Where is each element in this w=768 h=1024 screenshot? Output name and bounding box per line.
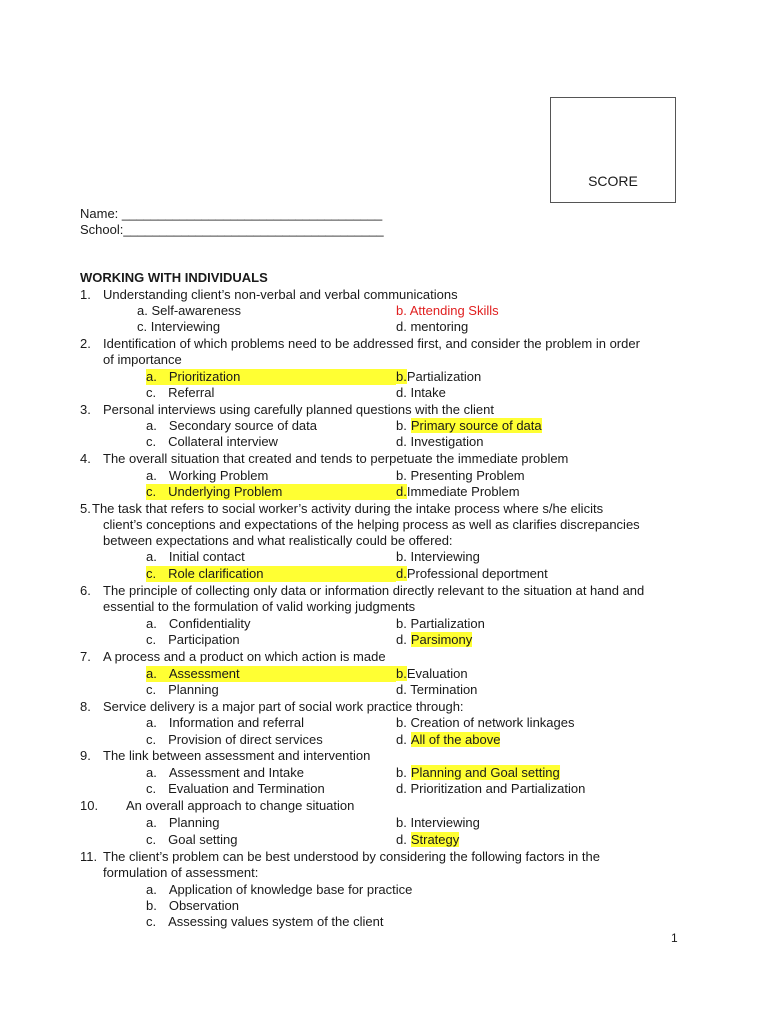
option-a	[146, 715, 304, 731]
option-a-answer	[146, 369, 396, 385]
option-d	[396, 566, 548, 582]
option-a	[146, 882, 412, 898]
question-number: 3.	[80, 402, 91, 417]
option-text: Referral	[168, 385, 215, 400]
option-letter: d.	[396, 566, 407, 581]
option-letter: a.	[146, 715, 157, 730]
option-text: Planning	[168, 815, 220, 830]
option-text: Assessment	[168, 666, 240, 681]
option-letter: c.	[146, 632, 157, 647]
option-c	[146, 434, 278, 450]
option-b: b. Partialization	[396, 616, 485, 631]
option-b	[396, 369, 481, 385]
option-letter: a.	[146, 882, 157, 897]
option-text: Primary source of data	[410, 418, 542, 433]
option-d: d. Prioritization and Partialization	[396, 781, 586, 796]
option-letter: a.	[146, 549, 157, 564]
option-text: Role clarification	[168, 566, 264, 581]
option-d: d. mentoring	[396, 319, 469, 334]
option-text: Assessment and Intake	[168, 765, 304, 780]
option-letter: b.	[396, 369, 407, 384]
option-a	[146, 418, 317, 434]
option-c	[146, 732, 323, 748]
option-a-answer	[146, 666, 396, 682]
option-text: Participation	[168, 632, 240, 647]
option-text: Strategy	[410, 832, 460, 847]
option-a	[146, 616, 251, 632]
option-d-answer	[396, 732, 500, 748]
question-stem: An overall approach to change situation	[126, 798, 355, 813]
option-text: Goal setting	[168, 832, 238, 847]
option-letter: d.	[396, 632, 407, 647]
question-number: 2.	[80, 336, 91, 351]
option-c	[146, 832, 238, 848]
option-letter: c.	[146, 484, 157, 499]
option-letter: c.	[146, 914, 157, 929]
question-number: 6.	[80, 583, 91, 598]
option-d: d. Intake	[396, 385, 446, 400]
option-text: Planning and Goal setting	[410, 765, 560, 780]
question-stem: The task that refers to social worker’s activity during the intake process where s/he elicits	[92, 501, 604, 516]
option-text: Collateral interview	[168, 434, 278, 449]
option-a	[146, 468, 268, 484]
option-b-answer	[396, 418, 542, 434]
option-letter: b.	[396, 666, 407, 681]
option-text: Application of knowledge base for practice	[168, 882, 413, 897]
option-text: Information and referral	[168, 715, 304, 730]
question-number: 1.	[80, 287, 91, 302]
question-stem: The principle of collecting only data or information directly relevant to the situation at hand and	[103, 583, 645, 598]
option-text: Provision of direct services	[168, 732, 323, 747]
option-b: b. Presenting Problem	[396, 468, 525, 483]
question-stem: essential to the formulation of valid working judgments	[103, 599, 416, 614]
option-text: Evaluation	[406, 666, 468, 681]
option-b	[396, 666, 468, 682]
option-letter: c.	[146, 781, 157, 796]
option-c	[146, 914, 383, 930]
option-letter: b.	[146, 898, 157, 913]
option-letter: c.	[146, 385, 157, 400]
option-d: d. Termination	[396, 682, 478, 697]
option-letter: c.	[146, 832, 157, 847]
option-letter: b.	[396, 418, 407, 433]
option-d-answer	[396, 632, 472, 648]
option-letter: c.	[146, 566, 157, 581]
option-text: Planning	[168, 682, 219, 697]
option-text: Underlying Problem	[168, 484, 283, 499]
option-a	[146, 815, 219, 831]
question-number: 4.	[80, 451, 91, 466]
option-letter: c.	[146, 682, 157, 697]
option-text: Immediate Problem	[406, 484, 520, 499]
question-stem: Personal interviews using carefully planned questions with the client	[103, 402, 494, 417]
option-b: b. Creation of network linkages	[396, 715, 575, 730]
option-d	[396, 484, 520, 500]
school-field-line: School:____________________________________	[80, 222, 384, 237]
option-c	[146, 385, 214, 401]
question-stem: The client’s problem can be best understood by considering the following factors in the	[103, 849, 600, 864]
option-text: Evaluation and Termination	[168, 781, 325, 796]
option-letter: a.	[146, 666, 157, 681]
option-text: Professional deportment	[406, 566, 548, 581]
option-c	[146, 682, 219, 698]
question-number: 8.	[80, 699, 91, 714]
option-letter: d.	[396, 732, 407, 747]
section-title: WORKING WITH INDIVIDUALS	[80, 270, 268, 285]
question-stem: client’s conceptions and expectations of the helping process as well as clarifies discrepancies	[103, 517, 640, 532]
option-letter: a.	[146, 815, 157, 830]
option-a	[146, 765, 304, 781]
score-label: SCORE	[588, 173, 638, 189]
page-number: 1	[671, 931, 678, 945]
option-c-answer	[146, 484, 396, 500]
option-text: Partialization	[406, 369, 482, 384]
option-letter: b.	[396, 765, 407, 780]
option-text: All of the above	[410, 732, 501, 747]
question-number: 7.	[80, 649, 91, 664]
option-text: Working Problem	[168, 468, 269, 483]
question-stem: The overall situation that created and tends to perpetuate the immediate problem	[103, 451, 569, 466]
option-b-answer	[396, 765, 560, 781]
question-stem: Identification of which problems need to be addressed first, and consider the problem in order	[103, 336, 640, 351]
question-number: 9.	[80, 748, 91, 763]
option-b-answer: b. Attending Skills	[396, 303, 499, 318]
option-letter: d.	[396, 484, 407, 499]
question-stem: Service delivery is a major part of social work practice through:	[103, 699, 464, 714]
option-d-answer	[396, 832, 459, 848]
option-text: Assessing values system of the client	[168, 914, 384, 929]
option-c-answer	[146, 566, 396, 582]
option-b	[146, 898, 239, 914]
question-stem: between expectations and what realistically could be offered:	[103, 533, 453, 548]
option-c: c. Interviewing	[137, 319, 221, 334]
question-number: 11.	[80, 849, 98, 864]
question-stem: A process and a product on which action is made	[103, 649, 386, 664]
option-letter: d.	[396, 832, 407, 847]
option-c	[146, 632, 240, 648]
option-d: d. Investigation	[396, 434, 484, 449]
option-letter: a.	[146, 468, 157, 483]
option-text: Parsimony	[410, 632, 473, 647]
score-box	[550, 97, 676, 203]
option-a: a. Self-awareness	[137, 303, 242, 318]
option-letter: c.	[146, 434, 157, 449]
option-text: Confidentiality	[168, 616, 251, 631]
option-b: b. Interviewing	[396, 549, 480, 564]
option-text: Prioritization	[168, 369, 241, 384]
option-letter: a.	[146, 765, 157, 780]
question-stem: formulation of assessment:	[103, 865, 259, 880]
question-stem: The link between assessment and intervention	[103, 748, 371, 763]
option-a	[146, 549, 245, 565]
option-b: b. Interviewing	[396, 815, 480, 830]
question-number: 10.	[80, 798, 99, 813]
option-c	[146, 781, 325, 797]
name-field-line: Name: ____________________________________	[80, 206, 383, 221]
question-stem: Understanding client’s non-verbal and verbal communications	[103, 287, 458, 302]
option-letter: c.	[146, 732, 157, 747]
option-text: Secondary source of data	[168, 418, 317, 433]
option-letter: a.	[146, 616, 157, 631]
question-number: 5.	[80, 501, 91, 516]
question-stem: of importance	[103, 352, 182, 367]
option-letter: a.	[146, 369, 157, 384]
option-letter: a.	[146, 418, 157, 433]
option-text: Initial contact	[168, 549, 245, 564]
option-text: Observation	[168, 898, 239, 913]
